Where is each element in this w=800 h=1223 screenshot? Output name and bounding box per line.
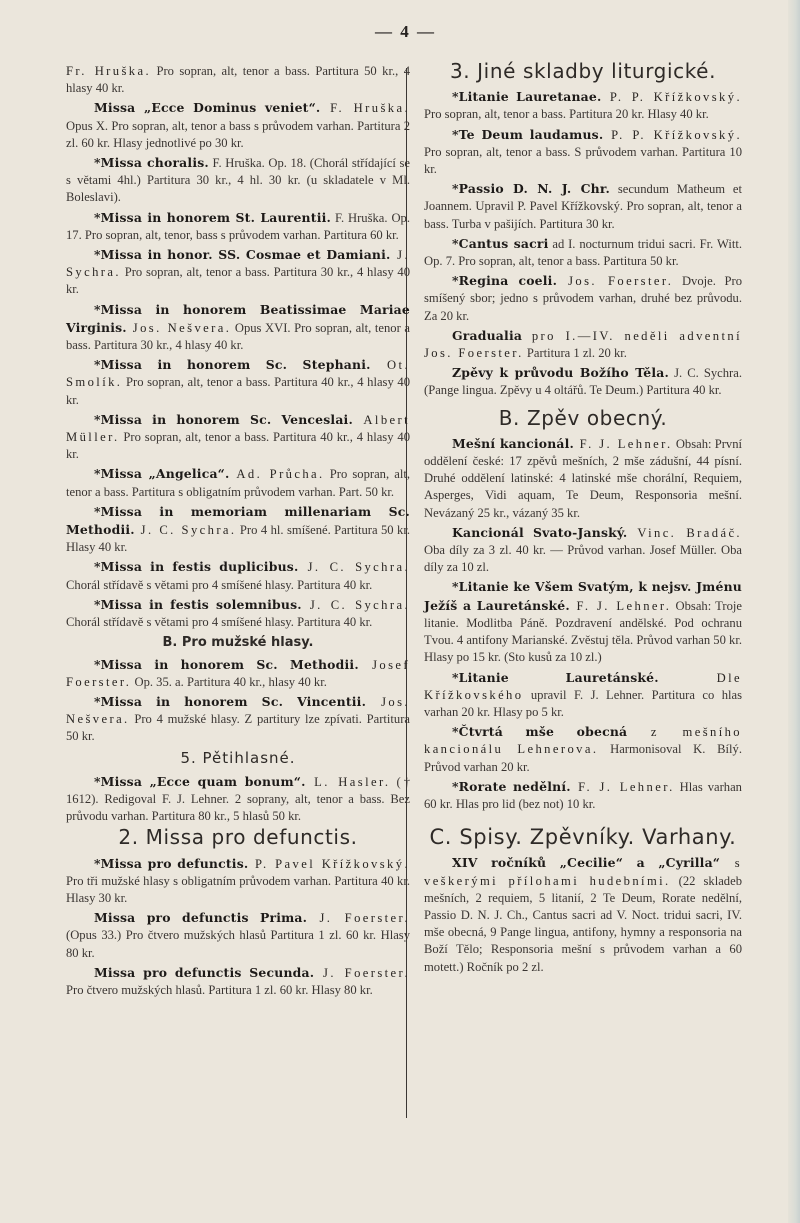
catalogue-entry	[424, 669, 742, 722]
entry-description: (22 skladeb mešních, 2 requiem, 5 litanií, 2 Te Deum, Rorate nedělní, Passio D. N. J. Ch., Cantus sacri ad V. Noct. tridui sacri, IV. mše obecná, 9 Pange lingua, antifony, hymny a responsoria na Boží Tělo; Responsoria mešní s průvodem varhan a 60 motett.) Ročník po 2 zl.	[424, 873, 742, 974]
entry-title: Zpěvy k průvodu Božího Těla.	[452, 365, 670, 381]
entry-description: Pro sopran, alt, tenor a bass. Partitura 40 kr., 4 hlasy 40 kr.	[66, 375, 410, 407]
entry-title: *Missa in honorem Sc. Methodii.	[94, 656, 359, 672]
catalogue-entry	[424, 435, 742, 522]
catalogue-entry	[424, 88, 742, 123]
entry-description: Pro sopran, alt, tenor a bass. Partitura 20 kr. Hlasy 40 kr.	[424, 107, 709, 122]
catalogue-entry	[424, 272, 742, 325]
catalogue-entry	[66, 855, 410, 908]
catalogue-entry	[66, 656, 410, 691]
entry-title: *Missa in honor. SS. Cosmae et Damiani.	[94, 247, 391, 263]
entry-author: Albert Müller.	[66, 412, 410, 445]
entry-title: *Rorate nedělní.	[452, 778, 571, 794]
entry-description: Obsah: První oddělení české: 17 zpěvů mešních, 2 mše zádušní, 44 písní. Druhé oddělení latinské: 4 latinské mše chorální, Requiem, Asperges, Vidi aquam, Te Deum, Responsoria mešní. Nevázaný 25 kr., vázaný 35 kr.	[424, 436, 742, 520]
entry-description: Pro sopran, alt, tenor a bass. S průvodem varhan. Partitura 10 kr.	[424, 144, 742, 177]
catalogue-entry	[424, 854, 742, 975]
entry-description: Pro 4 mužské hlasy. Z partitury lze zpívati. Partitura 50 kr.	[66, 712, 410, 744]
entry-title: Missa „Ecce Dominus veniet“.	[94, 100, 321, 116]
entry-author: J. C. Sychra.	[134, 523, 237, 538]
entry-author: Jos. Nešvera.	[126, 320, 232, 335]
entry-title: *Litanie Lauretánské.	[452, 669, 659, 685]
entry-title: *Missa „Angelica“.	[94, 466, 230, 482]
entry-title: *Missa in honorem Sc. Stephani.	[94, 357, 371, 373]
entry-author: F. Hruška.	[320, 101, 410, 116]
entry-author: P. P. Křížkovský.	[603, 127, 742, 142]
left-entries-2	[66, 855, 410, 1000]
right-entries-b	[424, 435, 742, 813]
catalogue-entry	[424, 126, 742, 179]
entry-description: Obsah: Troje litanie. Modlitba Páně. Pozdravení andělské. Pod ochranu Tvou. 4 antifony Marianské. Zvěstuj těla. Průvod varhan 50 kr. Hlasy po 15 kr. (Sto kusů za 10 zl.)	[424, 598, 742, 665]
entry-description: Pro čtvero mužských hlasů. Partitura 1 zl. 60 kr. Hlasy 80 kr.	[66, 982, 373, 997]
catalogue-entry	[424, 778, 742, 813]
catalogue-entry	[66, 596, 410, 631]
entry-author: Ad. Průcha.	[229, 467, 325, 482]
entry-title: *Litanie ke Všem Svatým, k nejsv. Jménu Ježíš a Lauretánské.	[424, 579, 742, 613]
entry-description: Opus X. Pro sopran, alt, tenor a bass s průvodem varhan. Partitura 2 zl. 60 kr. Hlasy jednotlivé po 30 kr.	[66, 118, 410, 150]
entry-author: Josef Foerster.	[66, 657, 410, 689]
entry-author: P. Pavel Křížkovský.	[248, 856, 411, 871]
section-missa-pro-defunctis: 2. Missa pro defunctis.	[118, 825, 358, 850]
entry-description: Pro tři mužské hlasy s obligatním průvodem varhan. Partitura 40 kr. Hlasy 30 kr.	[66, 873, 410, 905]
left-entries-b	[66, 656, 410, 746]
entry-author: J. C. Sychra.	[301, 597, 410, 612]
catalogue-entry	[424, 235, 742, 270]
entry-description: J. C. Sychra. (Pange lingua. Zpěvy u 4 oltářů. Te Deum.) Partitura 40 kr.	[424, 366, 742, 398]
entry-author: F. J. Lehner.	[570, 779, 675, 794]
entry-author: J. Sychra.	[66, 248, 411, 280]
entry-description: Pro sopran, alt, tenor a bass. Partitura 40 kr., 4 hlasy 40 kr.	[66, 430, 410, 462]
entry-description: Hlas varhan 60 kr. Hlas pro lid (bez not) 10 kr.	[424, 779, 742, 811]
entry-title: Kancionál Svato-Janský.	[452, 524, 628, 540]
entry-title: *Cantus sacri	[452, 235, 549, 251]
entry-title: XIV ročníků „Cecilie“ a „Cyrilla“	[452, 855, 721, 871]
entry-title: *Missa in memoriam millenariam Sc. Methodii.	[66, 503, 410, 538]
catalogue-entry	[66, 558, 410, 593]
catalogue-entry	[66, 154, 410, 207]
catalogue-entry	[424, 723, 742, 776]
catalogue-entry	[66, 693, 410, 746]
catalogue-entry	[424, 364, 742, 399]
left-entries-a	[66, 63, 410, 631]
entry-title: *Missa in honorem Sc. Venceslai.	[94, 411, 353, 427]
entry-description: Dvoje. Pro smíšený sbor; jedno s průvodem varhan, druhé bez průvodu. Za 20 kr.	[424, 274, 743, 323]
entry-description: Chorál střídavě s větami pro 4 smíšené hlasy. Partitura 40 kr.	[66, 577, 373, 592]
entry-description: F. Hruška. Op. 18. (Chorál střídající se s větami 4hl.) Partitura 30 kr., 4 hl. 30 kr. (u skladatele v Ml. Boleslavi).	[66, 156, 410, 205]
entry-description: Oba díly za 3 zl. 40 kr. — Průvod varhan. Josef Müller. Oba díly za 10 zl.	[424, 543, 742, 575]
catalogue-entry	[66, 773, 410, 826]
entry-title: *Missa in festis duplicibus.	[94, 559, 299, 575]
catalogue-entry	[66, 503, 410, 557]
right-entries-3	[424, 88, 742, 399]
entry-author: Vinc. Bradáč.	[627, 525, 742, 540]
entry-description: Op. 35. a. Partitura 40 kr., hlasy 40 kr.	[131, 674, 327, 689]
right-entries-c	[424, 854, 742, 975]
entry-author: J. C. Sychra.	[298, 560, 410, 575]
subhead-male-voices: B. Pro mužské hlasy.	[162, 635, 314, 651]
catalogue-entry	[66, 209, 410, 244]
entry-title: *Regina coeli.	[452, 273, 558, 289]
entry-title: *Litanie Lauretanae.	[452, 89, 602, 105]
entry-title: *Te Deum laudamus.	[452, 126, 604, 142]
catalogue-entry	[66, 246, 410, 299]
entry-description: Partitura 1 zl. 20 kr.	[523, 346, 627, 361]
entry-description: secundum Matheum et Joannem. Upravil P. Pavel Křížkovský. Pro sopran, alt, tenor a bass. Turba v pašijích. Partitura 30 kr.	[424, 182, 742, 231]
section-spisy: C. Spisy. Zpěvníky. Varhany.	[429, 825, 737, 850]
catalogue-entry	[424, 524, 742, 577]
right-column	[424, 59, 743, 978]
entry-description: Pro sopran, alt, tenor a bass. Partitura 50 kr., 4 hlasy 40 kr.	[66, 64, 410, 96]
entry-title: *Missa choralis.	[94, 155, 209, 171]
entry-description: ad I. nocturnum tridui sacri. Fr. Witt. Op. 7. Pro sopran, alt, tenor a bass. Partitura 50 kr.	[424, 236, 742, 269]
catalogue-entry	[424, 578, 742, 666]
section-other-liturgical: 3. Jiné skladby liturgické.	[449, 59, 717, 83]
entry-title: *Čtvrtá mše obecná	[452, 724, 628, 740]
entry-title: *Passio D. N. J. Chr.	[452, 181, 610, 197]
entry-title: *Missa „Ecce quam bonum“.	[94, 773, 306, 789]
entry-description: upravil F. J. Lehner. Partitura co hlas varhan 20 kr. Hlasy po 5 kr.	[424, 687, 742, 719]
left-column	[66, 63, 410, 1001]
entry-author: J. Foerster.	[314, 965, 410, 980]
entry-title: *Missa in honorem St. Laurentii.	[94, 209, 332, 225]
catalogue-entry	[66, 356, 410, 409]
entry-description: (Opus 33.) Pro čtvero mužských hlasů Partitura 1 zl. 60 kr. Hlasy 80 kr.	[66, 928, 410, 960]
entry-description: Harmonisoval K. Bílý. Průvod varhan 20 kr.	[424, 742, 742, 774]
catalogue-entry	[66, 411, 410, 464]
entry-author: pro I.—IV. neděli adventní Jos. Foerster.	[424, 328, 742, 361]
entry-title: *Missa in honorem Sc. Vincentii.	[94, 693, 367, 709]
entry-author: z mešního kancionálu Lehnerova.	[424, 725, 742, 757]
entry-author: J. Foerster.	[307, 911, 410, 926]
entry-author: F. J. Lehner.	[569, 598, 672, 613]
catalogue-entry	[66, 63, 410, 97]
catalogue-entry	[66, 909, 410, 962]
entry-description: († 1612). Redigoval F. J. Lehner. 2 soprany, alt, tenor a bass. Bez průvodu varhan. Partitura 80 kr., 5 hlasů 50 kr.	[66, 774, 411, 824]
catalogue-entry	[66, 964, 410, 999]
page-edge-shadow	[788, 0, 800, 1223]
entry-description: Pro sopran, alt, tenor a bass. Partitura s obligatním průvodem varhan. Part. 50 kr.	[66, 467, 410, 499]
entry-author: P. P. Křížkovský.	[601, 90, 742, 105]
entry-author: Jos. Nešvera.	[66, 694, 410, 727]
entry-title: *Missa in honorem Beatissimae Mariae Virginis.	[66, 301, 410, 335]
entry-author: Ot. Smolík.	[66, 358, 410, 390]
page-number: — 4 —	[375, 22, 436, 41]
entry-title: *Missa pro defunctis.	[94, 855, 249, 871]
entry-author: L. Hasler.	[305, 774, 391, 789]
entry-author: Fr. Hruška.	[66, 64, 152, 78]
entry-author: Jos. Foerster.	[557, 274, 674, 289]
entry-title: Mešní kancionál.	[452, 435, 575, 451]
entry-title: Gradualia	[452, 327, 523, 343]
catalogue-entry	[66, 465, 410, 500]
entry-title: Missa pro defunctis Prima.	[94, 910, 308, 926]
entry-description: F. Hruška. Op. 17. Pro sopran, alt, tenor, bass s průvodem varhan. Partitura 60 kr.	[66, 210, 410, 242]
section-zpev-obecny: B. Zpěv obecný.	[498, 405, 668, 430]
entry-author: F. J. Lehner.	[574, 436, 673, 451]
entry-author: Dle Křížkovského	[424, 670, 742, 702]
catalogue-entry	[424, 327, 742, 362]
catalogue-entry	[66, 301, 410, 355]
catalogue-entry	[66, 99, 410, 152]
entry-author: s veškerými přílohami hudebními.	[424, 856, 742, 888]
entry-description: Chorál střídavě s větami pro 4 smíšené hlasy. Partitura 40 kr.	[66, 615, 373, 630]
entry-description: Opus XVI. Pro sopran, alt, tenor a bass. Partitura 30 kr., 4 hlasy 40 kr.	[66, 320, 410, 353]
subhead-five-voices: 5. Pětihlasné.	[180, 748, 296, 767]
left-entries-5	[66, 773, 410, 826]
catalogue-entry	[424, 180, 742, 233]
entry-description: Pro 4 hl. smíšené. Partitura 50 kr. Hlasy 40 kr.	[66, 523, 410, 555]
entry-title: *Missa in festis solemnibus.	[94, 596, 302, 612]
entry-title: Missa pro defunctis Secunda.	[94, 964, 315, 980]
entry-description: Pro sopran, alt, tenor a bass. Partitura 30 kr., 4 hlasy 40 kr.	[66, 265, 410, 297]
